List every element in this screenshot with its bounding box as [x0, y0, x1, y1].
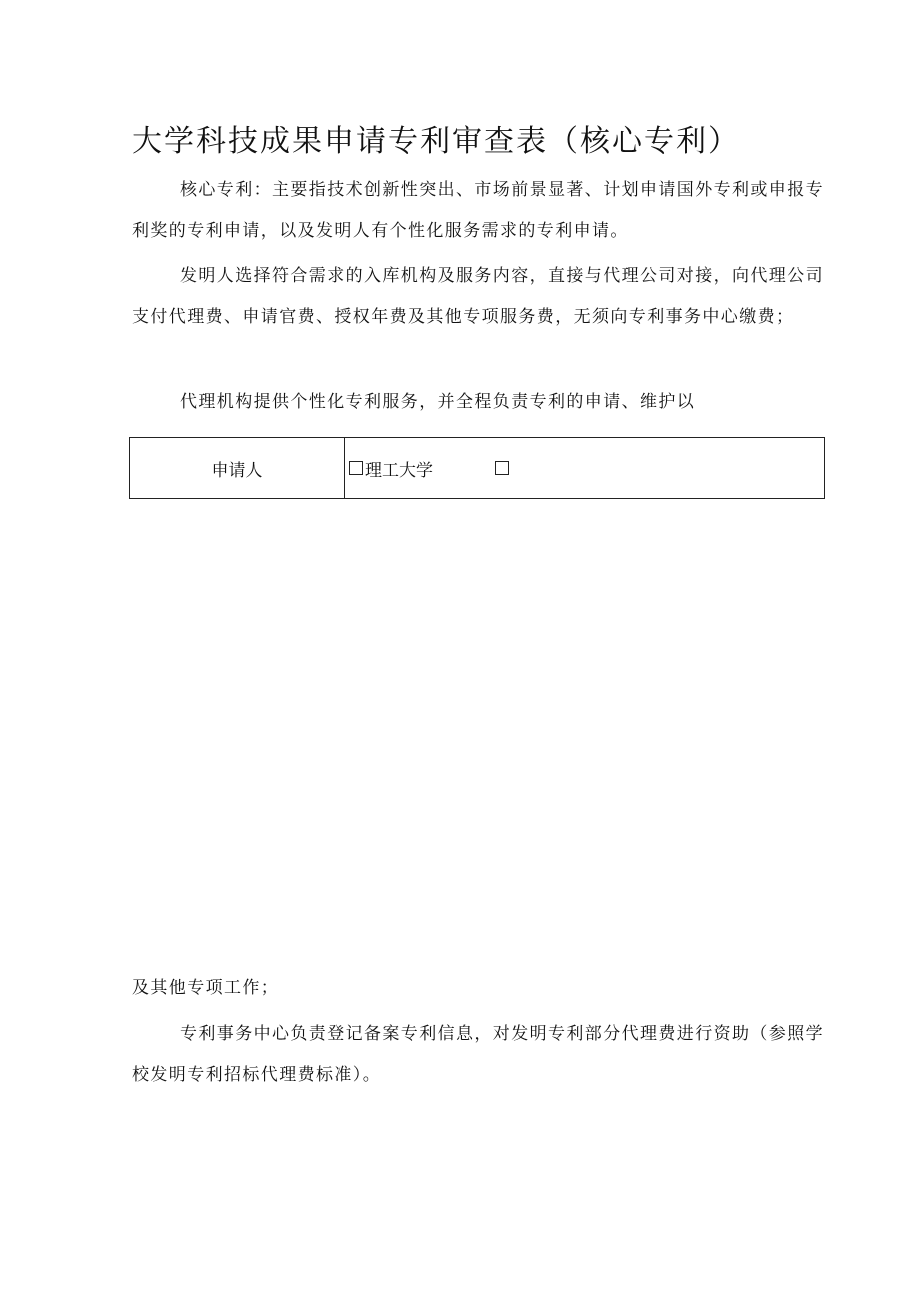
applicant-option-checkbox[interactable] — [349, 461, 363, 475]
applicant-other-checkbox[interactable] — [495, 461, 509, 475]
applicant-value-cell — [345, 438, 824, 498]
applicant-option-label: 理工大学 — [365, 460, 433, 481]
paragraph-inventor-agency: 发明人选择符合需求的入库机构及服务内容，直接与代理公司对接，向代理公司支付代理费、申请官费、授权年费及其他专项服务费，无须向专利事务中心缴费； — [132, 266, 824, 327]
applicant-label: 申请人 — [130, 438, 345, 498]
paragraph-center-subsidy: 专利事务中心负责登记备案专利信息，对发明专利部分代理费进行资助（参照学校发明专利招标代理费标准）。 — [132, 1024, 824, 1085]
applicant-table — [129, 437, 825, 499]
paragraph-other-work: 及其他专项工作； — [132, 978, 280, 998]
paragraph-core-patent-definition: 核心专利：主要指技术创新性突出、市场前景显著、计划申请国外专利或申报专利奖的专利申请，以及发明人有个性化服务需求的专利申请。 — [132, 180, 824, 241]
page-title: 大学科技成果申请专利审查表（核心专利） — [132, 124, 740, 159]
paragraph-agency-service: 代理机构提供个性化专利服务，并全程负责专利的申请、维护以 — [180, 392, 696, 412]
